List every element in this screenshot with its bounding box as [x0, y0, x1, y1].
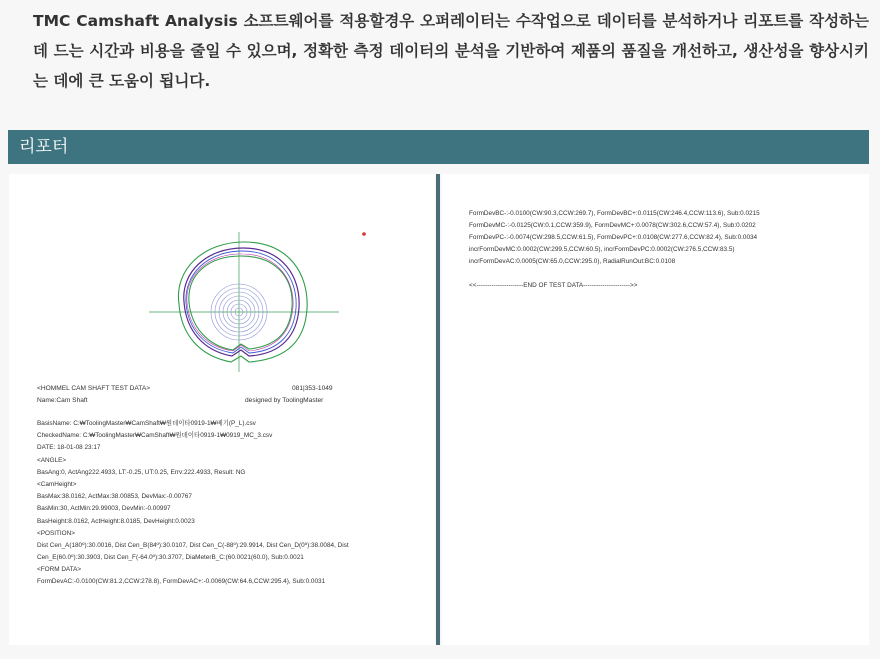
tolerance-outer-ring — [178, 242, 307, 362]
report-line: CheckedName: C:₩ToolingMaster₩CamShaft₩원데이타0919-1₩0919_MC_3.csv — [37, 432, 273, 440]
report-name: Name:Cam Shaft — [37, 397, 88, 404]
report-line: <FORM DATA> — [37, 566, 82, 574]
report-page-left — [9, 174, 435, 645]
report-designer: designed by ToolingMaster — [245, 397, 324, 404]
report-line: incrFormDevMC:0.0002(CW:299.5,CCW:60.5), incrFormDevPC:0.0002(CW:276.5,CCW:83.5) — [469, 246, 735, 253]
intro-paragraph: TMC Camshaft Analysis 소프트웨어를 적용할경우 오퍼레이터는 수작업으로 데이터를 분석하거나 리포트를 작성하는 데 드는 시간과 비용을 줄일 수 있으며, 정확한 측정 데이터의 분석을 기반하여 제품의 품질을 개선하고, 생산성을 향상시키는 데에 큰 도움이 됩니다. — [33, 12, 869, 90]
report-line: FormDevMC-:-0.0125(CW:0.1,CCW:359.9), FormDevMC+:0.0078(CW:302.6,CCW:57.4), Sub:0.0202 — [469, 222, 756, 229]
report-line: FormDevAC:-0.0100(CW:81.2,CCW:278.8), FormDevAC+:-0.0069(CW:64.6,CCW:295.4), Sub:0.0031 — [37, 578, 326, 586]
report-line: BasAng:0, ActAng222.4933, LT:-0.25, UT:0.25, Errv:222.4933, Result: NG — [37, 468, 246, 476]
report-line: <ANGLE> — [37, 456, 67, 464]
report-data-block-continued — [469, 208, 760, 292]
report-line — [469, 268, 760, 280]
report-data-block — [37, 418, 349, 589]
report-line: FormDevPC-:-0.0074(CW:298.5,CCW:61.5), FormDevPC+:0.0108(CW:277.6,CCW:82.4), Sub:0.0034 — [469, 234, 758, 241]
report-line: incrFormDevAC:0.0005(CW:65.0,CCW:295.0), RadialRunOut:BC:0.0108 — [469, 258, 676, 265]
report-page-right — [442, 174, 869, 645]
report-line: BasMin:30, ActMin:29.99003, DevMin:-0.00997 — [37, 505, 171, 513]
section-header-reporter — [8, 130, 869, 164]
report-line: Dist Cen_A(180º):30.0016, Dist Cen_B(84º):30.0107, Dist Cen_C(-88º):29.9914, Dist Cen_D(0º):38.0084, Dist — [37, 541, 349, 549]
report-end-marker: <<----------------------END OF TEST DATA---------------------->> — [469, 282, 638, 289]
report-line: <POSITION> — [37, 529, 76, 537]
cam-profile-plot — [9, 174, 435, 384]
report-line: <CamHeight> — [37, 480, 77, 488]
report-line: DATE: 18-01-08 23:17 — [37, 444, 101, 452]
report-line: Cen_E(60.0º):30.3903, Dist Cen_F(-64.0º):30.3707, DiaMeterB_C:(60.0021(60.0), Sub:0.0021 — [37, 554, 304, 562]
report-header-id: 081|353-1049 — [292, 385, 333, 392]
report-line: BasHeight:8.0162, ActHeight:8.0185, DevHeight:0.0023 — [37, 517, 195, 525]
report-header-title: <HOMMEL CAM SHAFT TEST DATA> — [37, 385, 151, 392]
report-line: BasMax:38.0162, ActMax:38.00853, DevMax:-0.00767 — [37, 493, 192, 501]
marker-dot — [362, 232, 366, 236]
report-line: FormDevBC-:-0.0100(CW:90.3,CCW:269.7), FormDevBC+:0.0115(CW:246.4,CCW:113.6), Sub:0.0215 — [469, 210, 760, 217]
page-divider — [436, 174, 440, 645]
report-line: BasisName: C:₩ToolingMaster₩CamShaft₩원데이타0919-1₩베기(P_L).csv — [37, 420, 256, 427]
section-title: 리포터 — [19, 137, 69, 157]
